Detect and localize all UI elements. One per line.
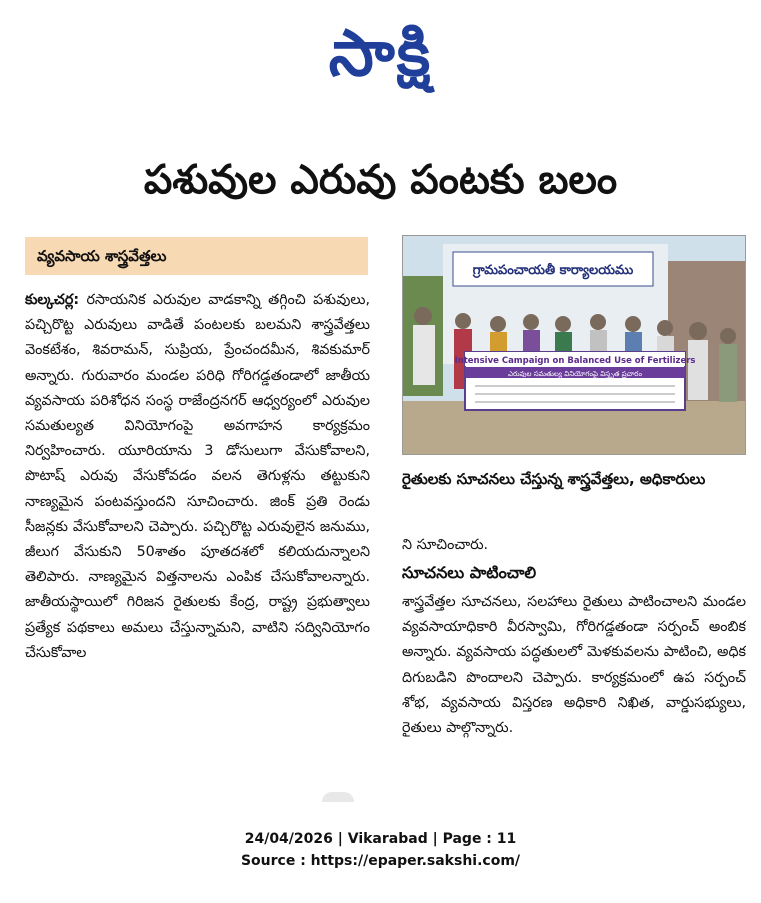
masthead-logo (0, 8, 761, 100)
photo-illustration (403, 236, 746, 455)
article-right-column: శాస్త్రవేత్తల సూచనలు, సలహాలు రైతులు పాటించాలని మండల వ్యవసాయాధికారి వీరస్వామి, గోరిగడ్డతండా సర్పంచ్ అంబిక అన్నారు. వ్యవసాయ పద్ధతులలో మెళకువలను పాటించి, అధిక దిగుబడిని పొందాలని చెప్పారు. కార్యక్రమంలో ఉప సర్పంచ్ శోభ, వ్యవసాయ విస్తరణ అధికారి నిఖిత, వార్డుసభ్యులు, రైతులు పాల్గొన్నారు. (402, 594, 746, 737)
left-column-text: రసాయనిక ఎరువుల వాడకాన్ని తగ్గించి పశువులు, పచ్చిరొట్ట ఎరువులు వాడితే పంటలకు బలమని శాస్త్రవేత్తలు వెంకటేశం, శివరామన్, సుప్రియ, ప్రేంచందమీన, శివకుమార్ అన్నారు. గురువారం మండల పరిధి గోరిగడ్డతండాలో జాతీయ వ్యవసాయ పరిశోధన సంస్థ రాజేంద్రనగర్ ఆధ్వర్యంలో ఎరువుల సమతుల్యత వినియోగంపై అవగాహన కార్యక్రమం నిర్వహించారు. యూరియాను 3 డోసులుగా వేసుకోవాలని, పొటాష్ ఎరువు వేసుకోవడం వలన తెగుళ్లను తట్టుకుని నాణ్యమైన పంటవస్తుందని సూచించారు. జింక్ ప్రతి రెండు సీజన్లకు వేసుకోవాలని చెప్పారు. పచ్చిరొట్ట ఎరువులైన జనుము, జీలుగ వేసుకుని 50శాతం పూతదశలో కలియదున్నాలని తెలిపారు. నాణ్యమైన విత్తనాలను ఎంపిక చేసుకోవాలన్నారు. జాతీయస్థాయిలో గిరిజన రైతులకు కేంద్ర, రాష్ట్ర ప్రభుత్వాలు ప్రత్యేక పథకాలు అమలు చేస్తున్నామని, వాటిని సద్వినియోగం చేసుకోవాల (25, 292, 370, 661)
dateline: కుల్కచర్ల: (25, 292, 80, 308)
masthead-name: సాక్షి (328, 17, 433, 91)
right-continuation: ని సూచించారు. (402, 537, 489, 553)
photo-caption: రైతులకు సూచనలు చేస్తున్న శాస్త్రవేత్తలు, అధికారులు (402, 470, 706, 488)
article-subhead: సూచనలు పాటించాలి (402, 563, 537, 582)
banner-title: Intensive Campaign on Balanced Use of Fertilizers (454, 356, 696, 366)
building-sign: గ్రామపంచాయతీ కార్యాలయము (472, 263, 634, 278)
article-kicker: వ్యవసాయ శాస్త్రవేత్తలు (25, 237, 368, 275)
article-left-column (25, 288, 370, 778)
footer-source: Source : https://epaper.sakshi.com/ (240, 853, 521, 869)
banner-subtitle: ఎరువుల సమతుల్య వినియోగంపై విస్తృత ప్రచారం (507, 370, 643, 378)
page-divider-mark (322, 792, 354, 802)
page-footer (0, 828, 761, 872)
footer-date-edition: 24/04/2026 | Vikarabad | Page : 11 (244, 831, 517, 847)
article-headline: పశువుల ఎరువు పంటకు బలం (143, 157, 618, 203)
article-photo (402, 235, 746, 455)
